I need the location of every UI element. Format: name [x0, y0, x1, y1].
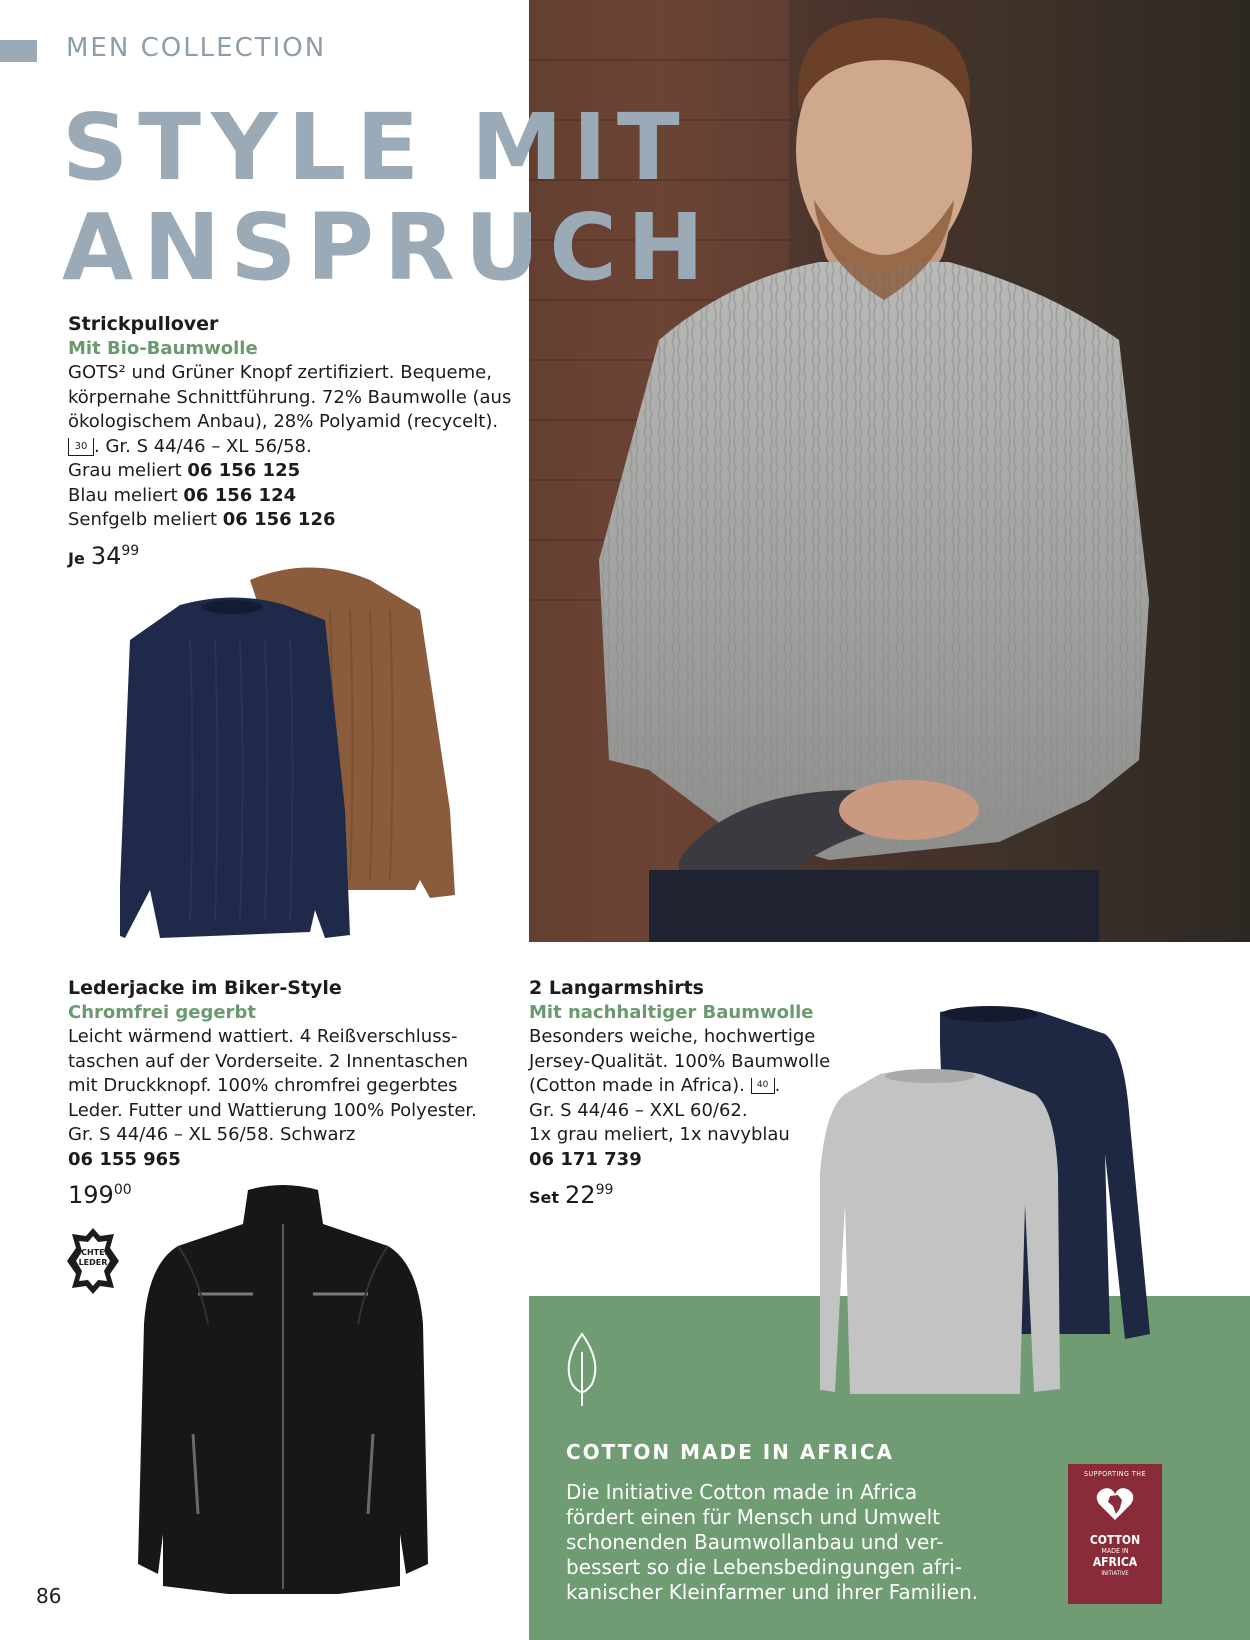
shirts-desc-line: Gr. S 44/46 – XXL 60/62. [529, 1099, 748, 1121]
cmia-text-line: fördert einen für Mensch und Umwelt [566, 1505, 941, 1529]
jacket-desc-line: Leder. Futter und Wattierung 100% Polyester. [68, 1099, 477, 1121]
variant-label: Grau meliert [68, 460, 182, 481]
price-main: 199 [68, 1181, 114, 1209]
pullover-image [120, 550, 480, 945]
pullover-variant [68, 484, 528, 509]
variant-code: 06 156 126 [222, 509, 336, 530]
hero-title [62, 94, 714, 301]
jacket-code: 06 155 965 [68, 1148, 181, 1170]
pullover-desc-line: ökologischem Anbau), 28% Polyamid (recycelt). [68, 411, 499, 432]
pullover-subtitle: Mit Bio-Baumwolle [68, 337, 258, 359]
shirts-code: 06 171 739 [529, 1148, 642, 1170]
page-number: 86 [36, 1584, 62, 1608]
cmia-text-line: kanischer Kleinfarmer und ihrer Familien. [566, 1580, 979, 1604]
genuine-leather-badge [66, 1226, 120, 1296]
shirts-price [529, 1178, 849, 1211]
jacket-desc-line: mit Druckknopf. 100% chromfrei gegerbtes [68, 1075, 458, 1096]
price-prefix: Je [68, 548, 85, 568]
section-marker [0, 40, 37, 62]
pullover-sizes: . Gr. S 44/46 – XL 56/58. [94, 435, 312, 457]
cmia-text-line: schonenden Baumwollanbau und ver- [566, 1530, 944, 1554]
variant-label: Blau meliert [68, 484, 178, 506]
shirts-desc-line: Besonders weiche, hochwertige [529, 1026, 816, 1047]
shirts-subtitle: Mit nachhaltiger Baumwolle [529, 1001, 814, 1023]
cmia-text-line: Die Initiative Cotton made in Africa [566, 1480, 918, 1504]
jacket-title: Lederjacke im Biker-Style [68, 977, 342, 999]
price-cents: 99 [121, 542, 140, 559]
shirts-title: 2 Langarmshirts [529, 977, 704, 999]
shirts-desc-line: Jersey-Qualität. 100% Baumwolle [529, 1050, 831, 1072]
cmia-badge-l1: COTTON [1089, 1533, 1141, 1547]
jacket-product [68, 976, 528, 1208]
cmia-badge-l2: MADE IN [1101, 1547, 1129, 1555]
shirts-desc-line: 1x grau meliert, 1x navyblau [529, 1124, 790, 1145]
africa-heart-icon [1095, 1484, 1135, 1524]
pullover-variant [68, 508, 528, 533]
jacket-desc-line: Gr. S 44/46 – XL 56/58. Schwarz [68, 1124, 356, 1145]
section-label: MEN COLLECTION [66, 33, 327, 63]
badge-line-2: LEDER [78, 1258, 108, 1267]
cmia-badge-l3: AFRICA [1092, 1555, 1138, 1569]
wash-40-temperature: 40 [756, 1080, 769, 1090]
pullover-sizes-line [68, 435, 528, 460]
cmia-text [566, 1480, 978, 1605]
price-main: 34 [90, 541, 122, 570]
shirts-cmia-note: (Cotton made in Africa). [529, 1075, 745, 1096]
leather-jacket-image [138, 1184, 428, 1614]
cmia-badge [1068, 1464, 1162, 1604]
cmia-badge-l4: INITIATIVE [1101, 1570, 1129, 1577]
longsleeve-shirts-image [820, 1004, 1150, 1404]
wash-30-temperature: 30 [74, 440, 88, 452]
hero-line-2: ANSPRUCH [62, 194, 714, 301]
jacket-desc-line: Leicht wärmend wattiert. 4 Reißverschluss- [68, 1026, 458, 1047]
pullover-product [68, 312, 528, 571]
price-cents: 99 [595, 1182, 614, 1198]
cmia-text-line: bessert so die Lebensbedingungen afri- [566, 1555, 962, 1579]
jacket-subtitle: Chromfrei gegerbt [68, 1001, 256, 1023]
pullover-variant [68, 459, 528, 484]
variant-code: 06 156 125 [187, 460, 301, 481]
shirts-product [529, 976, 849, 1211]
leaf-icon [562, 1332, 602, 1408]
hero-line-1: STYLE MIT [62, 94, 690, 201]
jacket-desc-line: taschen auf der Vorderseite. 2 Innentaschen [68, 1050, 469, 1072]
pullover-desc-line: GOTS² und Grüner Knopf zertifiziert. Bequeme, [68, 362, 492, 383]
wash-30-icon [68, 438, 94, 456]
price-main: 22 [565, 1181, 596, 1209]
cmia-title: COTTON MADE IN AFRICA [566, 1440, 895, 1464]
wash-40-icon [751, 1078, 775, 1094]
shirts-desc-line [529, 1074, 849, 1099]
price-cents: 00 [113, 1182, 132, 1198]
pullover-desc-line: körpernahe Schnittführung. 72% Baumwolle (aus [68, 386, 512, 408]
pullover-title: Strickpullover [68, 313, 219, 335]
variant-code: 06 156 124 [183, 484, 297, 506]
badge-text [66, 1248, 120, 1268]
shirts-period: . [774, 1075, 781, 1096]
price-prefix: Set [529, 1188, 560, 1207]
badge-line-1: ECHTES [75, 1248, 111, 1257]
cmia-badge-top: SUPPORTING THE [1084, 1470, 1146, 1478]
variant-label: Senfgelb meliert [68, 509, 218, 530]
